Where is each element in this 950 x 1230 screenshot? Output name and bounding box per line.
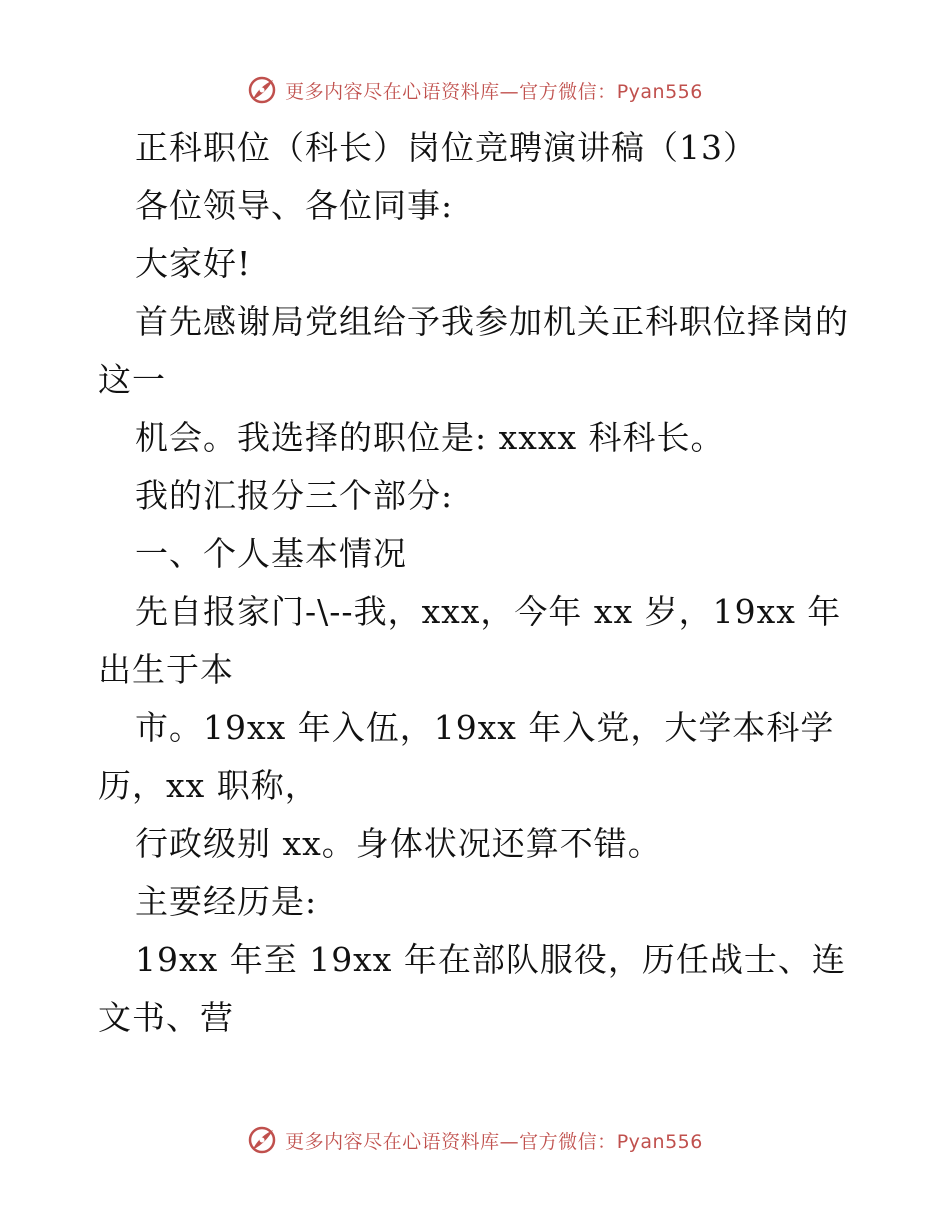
footer-watermark [0,1120,950,1160]
paragraph-line: 机会。我选择的职位是: xxxx 科科长。 [135,418,725,457]
quill-pen-logo-icon [247,75,277,105]
quill-pen-logo-icon [247,1125,277,1155]
greeting: 大家好! [135,244,252,283]
paragraph-line: 首先感谢局党组给予我参加机关正科职位择岗的 [135,302,849,341]
watermark-text: 更多内容尽在心语资料库—官方微信：Pyan556 [285,80,703,103]
paragraph-line: 主要经历是: [135,882,318,921]
paragraph-line: 行政级别 xx。身体状况还算不错。 [135,824,662,863]
paragraph-line: 市。19xx 年入伍，19xx 年入党，大学本科学 [135,708,835,747]
header-watermark [0,70,950,110]
salutation: 各位领导、各位同事: [135,186,454,225]
section-heading: 一、个人基本情况 [135,534,407,573]
paragraph-line: 先自报家门-\--我，xxx，今年 xx 岁，19xx 年 [135,592,842,631]
document-title: 正科职位（科长）岗位竞聘演讲稿（13） [135,128,757,167]
paragraph-line: 我的汇报分三个部分: [135,476,454,515]
paragraph-line: 历，xx 职称， [98,766,319,805]
paragraph-line: 出生于本 [98,650,234,689]
paragraph-line: 19xx 年至 19xx 年在部队服役，历任战士、连 [135,940,846,979]
watermark-text: 更多内容尽在心语资料库—官方微信：Pyan556 [285,1130,703,1153]
paragraph-line: 这一 [98,360,166,399]
paragraph-line: 文书、营 [98,998,234,1037]
